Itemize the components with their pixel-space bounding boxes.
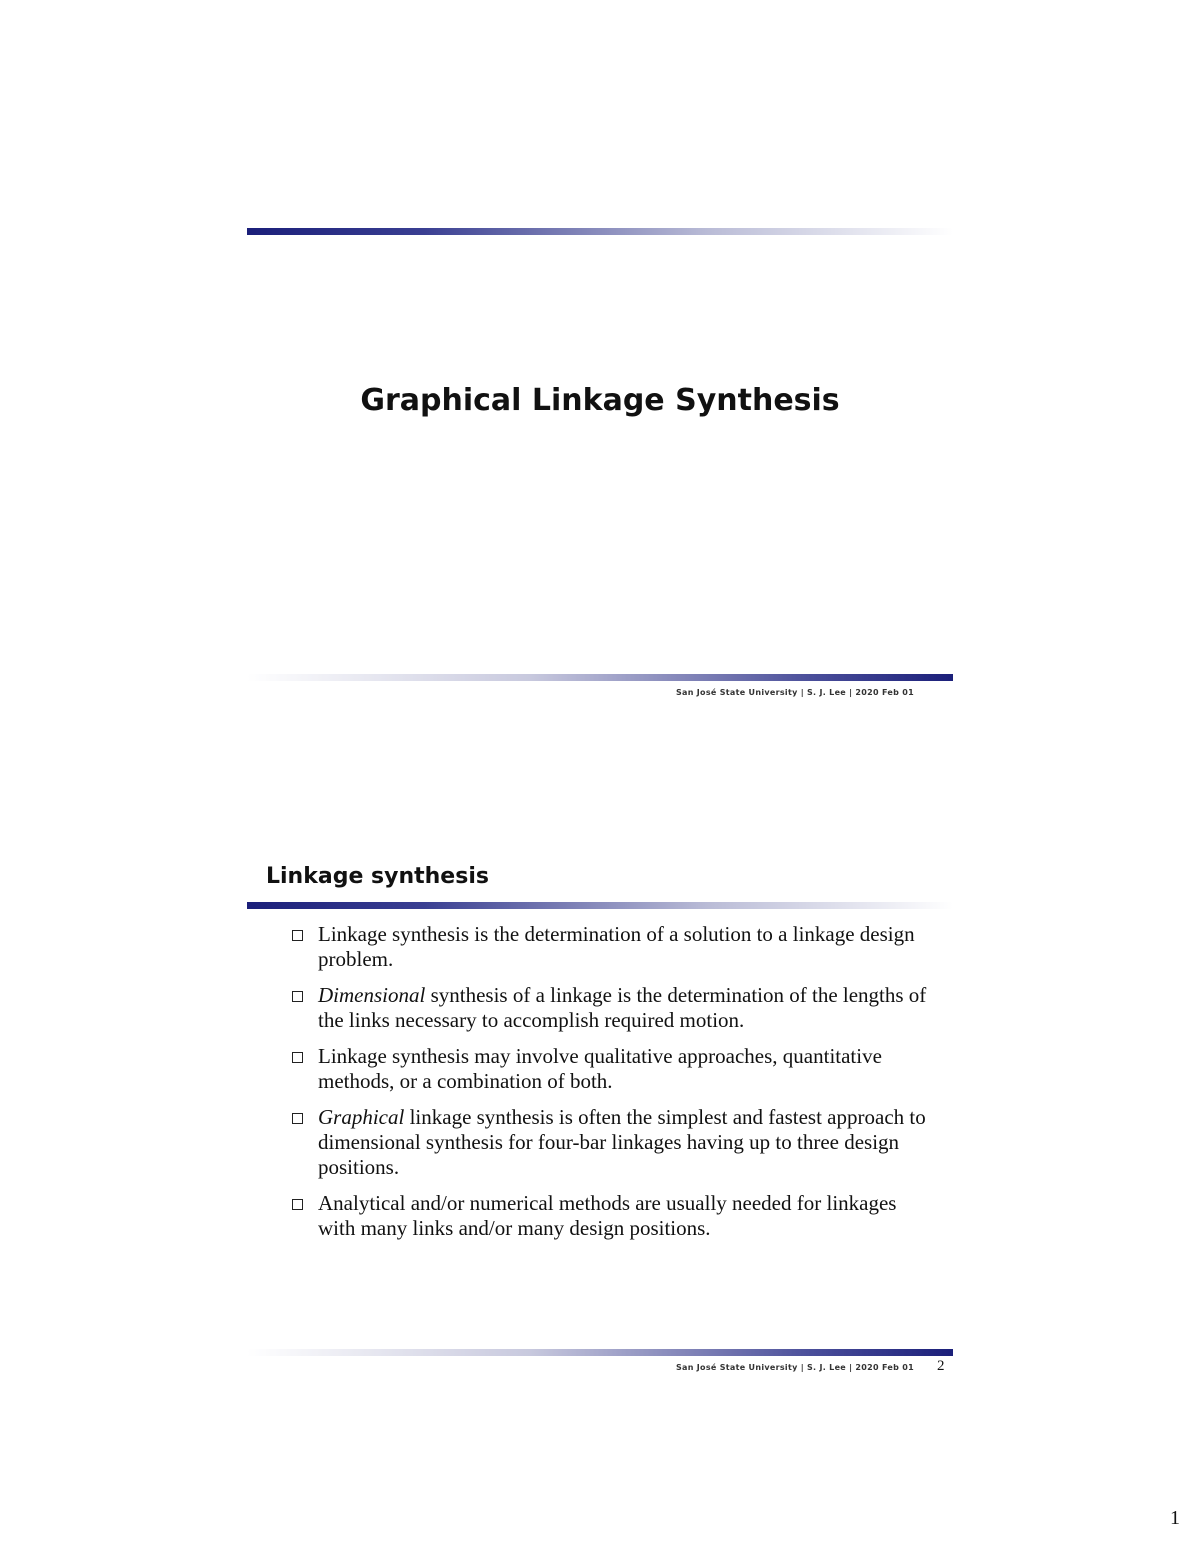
bullet-text: Linkage synthesis may involve qualitative approaches, quantitative methods, or a combination of both. (318, 1044, 882, 1093)
square-bullet-icon (292, 1113, 303, 1124)
square-bullet-icon (292, 930, 303, 941)
slide-heading: Linkage synthesis (266, 864, 489, 889)
square-bullet-icon (292, 1052, 303, 1063)
bottom-gradient-rule (247, 674, 953, 681)
bullet-item (292, 983, 932, 1033)
top-gradient-rule (247, 902, 953, 909)
slide-title (0, 0, 1200, 760)
top-gradient-rule (247, 228, 953, 235)
bullet-item (292, 922, 932, 972)
square-bullet-icon (292, 991, 303, 1002)
slide-number: 2 (937, 1358, 945, 1374)
slide-footer: San José State University | S. J. Lee | 2020 Feb 01 (675, 688, 914, 697)
slide-linkage-synthesis (0, 760, 1200, 1460)
bullet-text: Analytical and/or numerical methods are usually needed for linkages with many links and/or many design positions. (318, 1191, 897, 1240)
square-bullet-icon (292, 1199, 303, 1210)
bullet-item (292, 1105, 932, 1180)
slide-footer: San José State University | S. J. Lee | 2020 Feb 01 (675, 1363, 914, 1372)
bullet-text: Linkage synthesis is the determination of a solution to a linkage design problem. (318, 922, 915, 971)
bullet-emphasis: Graphical (318, 1105, 405, 1129)
slide-title-text: Graphical Linkage Synthesis (360, 383, 840, 418)
bullet-text: linkage synthesis is often the simplest and fastest approach to dimensional synthesis for four-bar linkages having up to three design positions. (318, 1105, 926, 1179)
bullet-emphasis: Dimensional (318, 983, 426, 1007)
bottom-gradient-rule (247, 1349, 953, 1356)
bullet-item (292, 1044, 932, 1094)
bullet-list (292, 922, 932, 1252)
bullet-text: synthesis of a linkage is the determination of the lengths of the links necessary to accomplish required motion. (318, 983, 927, 1032)
page-number: 1 (1170, 1507, 1180, 1529)
bullet-item (292, 1191, 932, 1241)
